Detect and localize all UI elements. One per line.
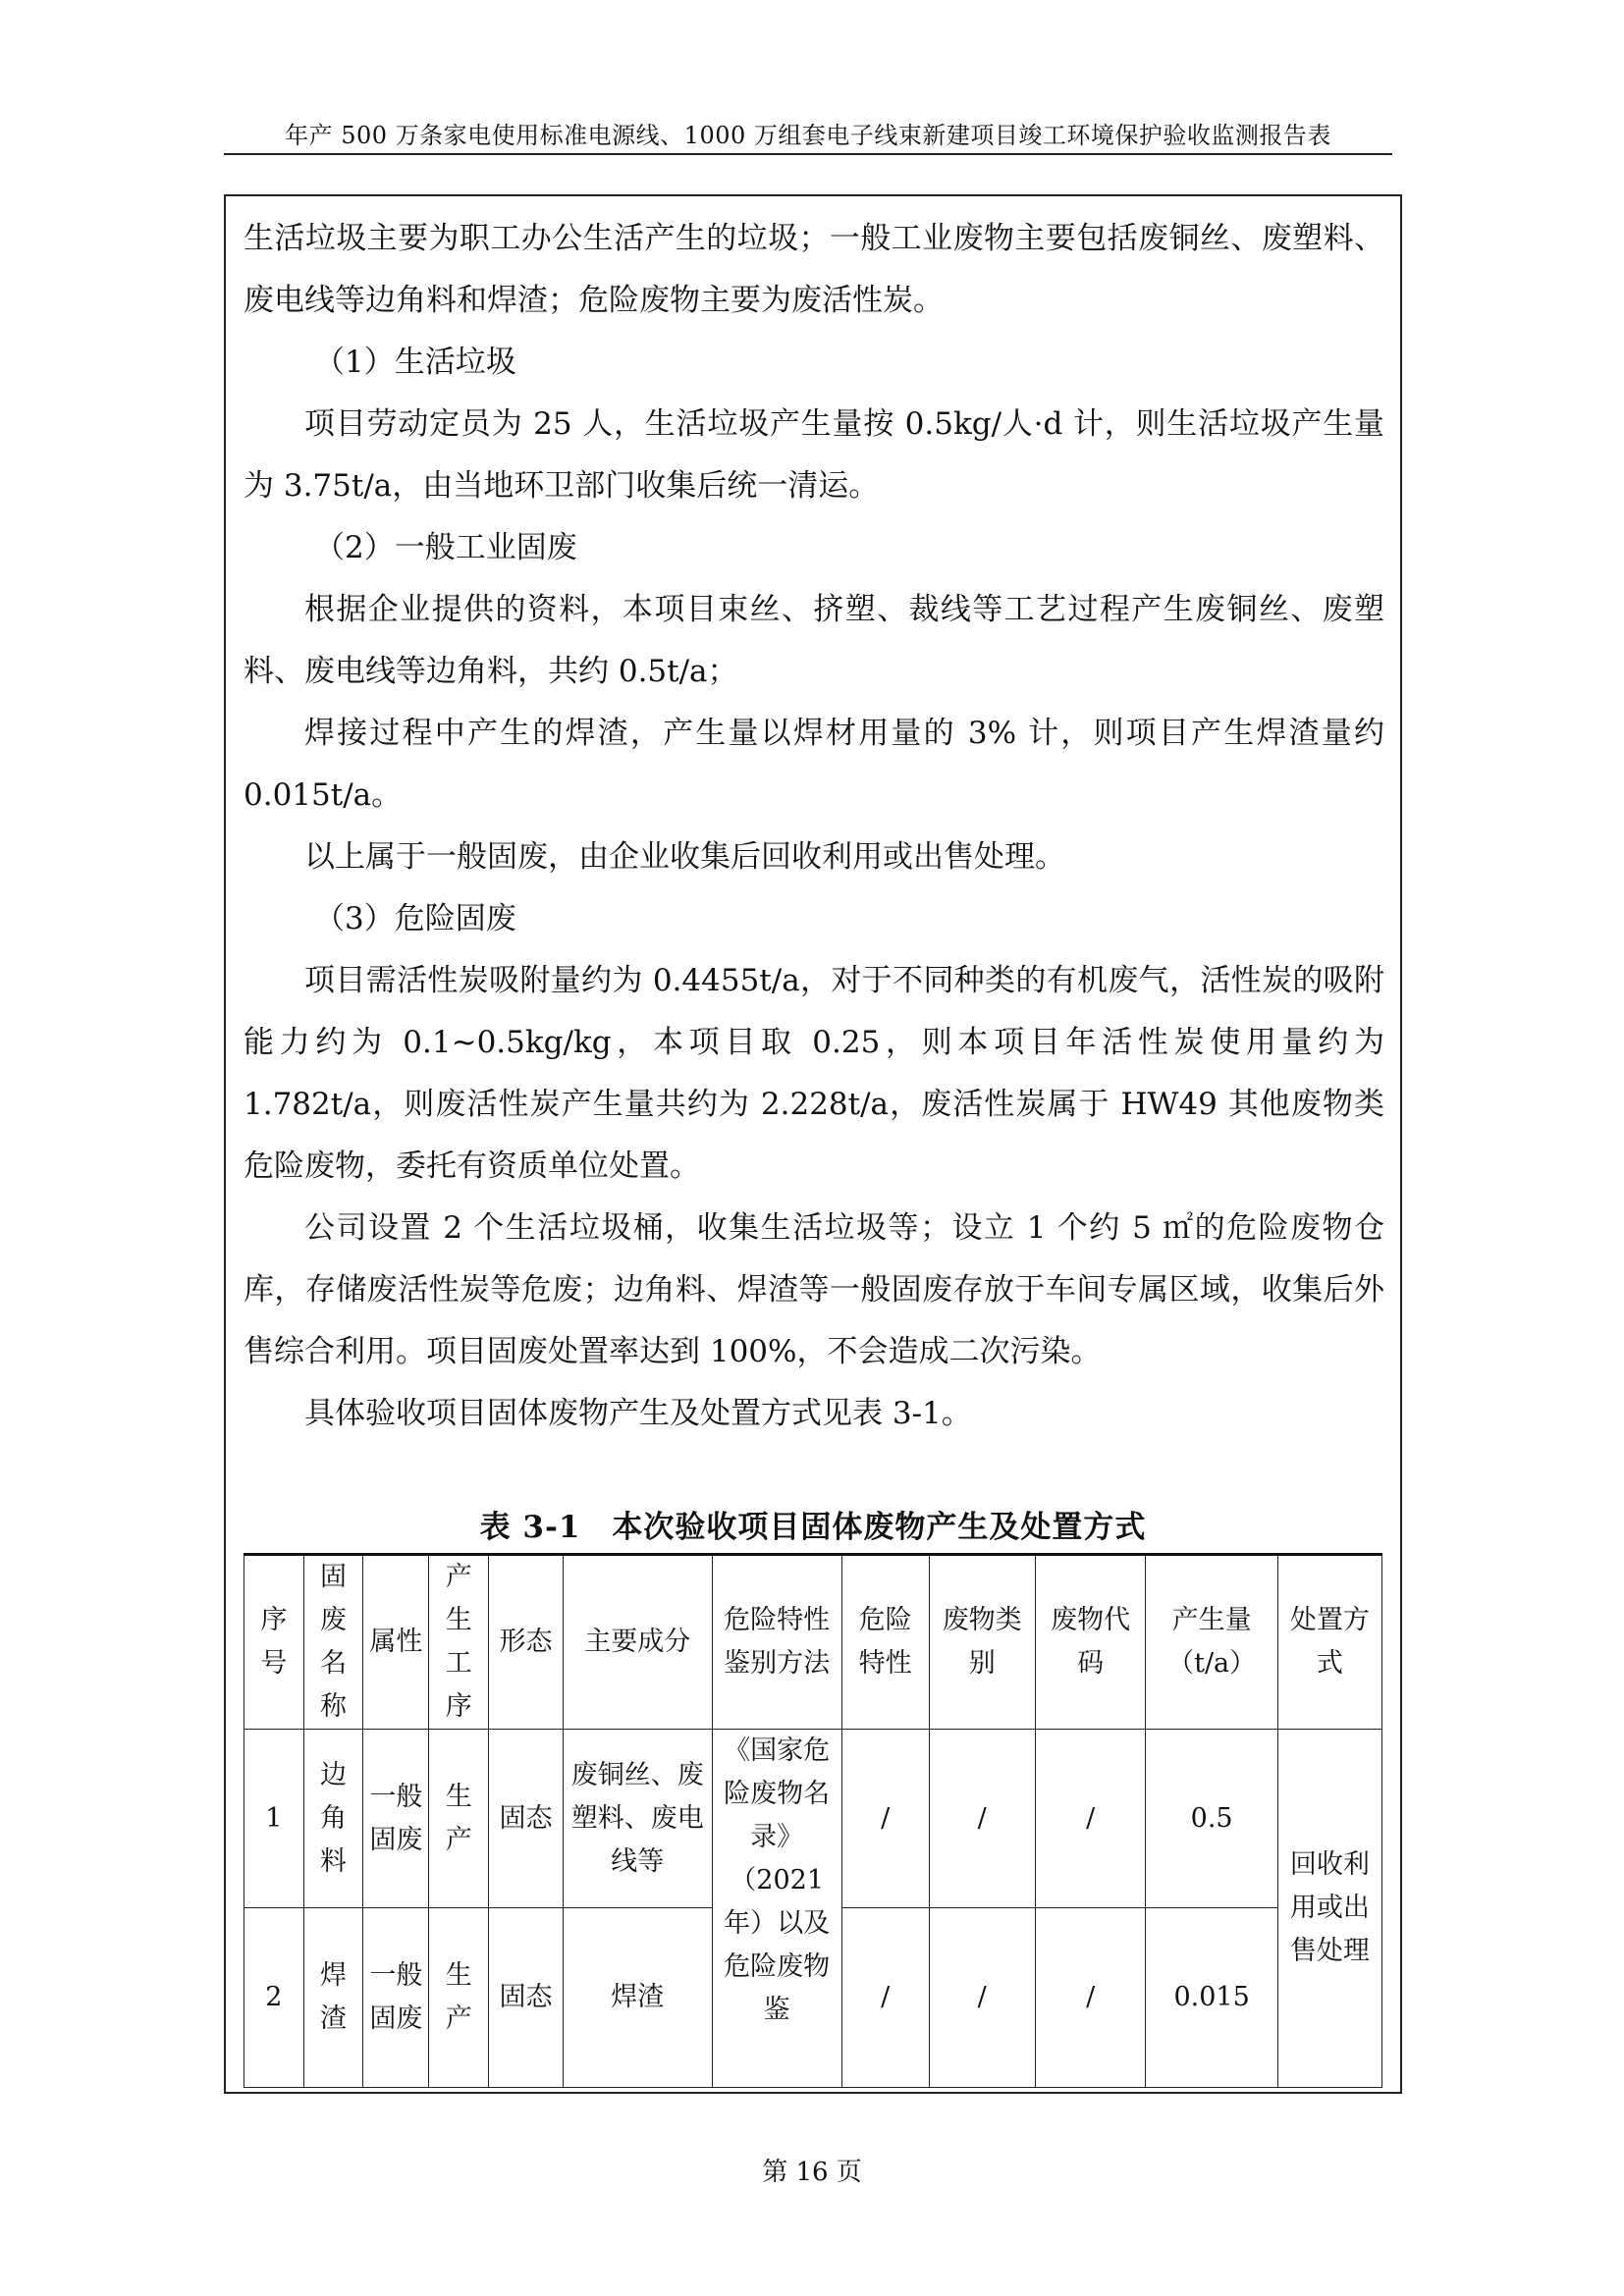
cell-serial: 1 <box>244 1730 304 1908</box>
cell-attribute: 一般固废 <box>363 1908 429 2088</box>
header-form: 形态 <box>489 1555 564 1730</box>
cell-waste-name: 边角料 <box>303 1730 363 1908</box>
header-process: 产生工序 <box>429 1555 489 1730</box>
cell-category: / <box>929 1730 1035 1908</box>
cell-form: 固态 <box>489 1730 564 1908</box>
cell-hazard: / <box>841 1730 929 1908</box>
header-identification-method: 危险特性鉴别方法 <box>712 1555 841 1730</box>
table-header-row <box>244 1555 1382 1730</box>
header-hazard: 危险特性 <box>841 1555 929 1730</box>
cell-serial: 2 <box>244 1908 304 2088</box>
header-category: 废物类别 <box>929 1555 1035 1730</box>
body-text <box>244 208 1384 1445</box>
paragraph-storage: 公司设置 2 个生活垃圾桶，收集生活垃圾等；设立 1 个约 5 ㎡的危险废物仓库，存储废活性炭等危废；边角料、焊渣等一般固废存放于车间专属区域，收集后外售综合利用。项目固废处置率达到 100%，不会造成二次污染。 <box>244 1210 1384 1369</box>
cell-amount: 0.5 <box>1146 1730 1277 1908</box>
heading-hazardous-waste: （3）危险固废 <box>314 901 516 936</box>
cell-composition: 焊渣 <box>563 1908 712 2088</box>
cell-amount: 0.015 <box>1146 1908 1277 2088</box>
cell-identification-method: 《国家危险废物名录》（2021年）以及危险废物鉴 <box>712 1730 841 2088</box>
header-rule <box>224 153 1392 155</box>
paragraph-general-summary: 以上属于一般固废，由企业收集后回收利用或出售处理。 <box>304 839 1065 875</box>
paragraph-table-reference: 具体验收项目固体废物产生及处置方式见表 3-1。 <box>304 1396 972 1431</box>
content-frame <box>224 194 1402 2094</box>
page-number: 第 16 页 <box>762 2158 862 2187</box>
cell-hazard: / <box>841 1908 929 2088</box>
paragraph-intro: 生活垃圾主要为职工办公生活产生的垃圾；一般工业废物主要包括废铜丝、废塑料、废电线等边角料和焊渣；危险废物主要为废活性炭。 <box>244 221 1384 318</box>
header-serial: 序号 <box>244 1555 304 1730</box>
cell-process: 生产 <box>429 1730 489 1908</box>
header-waste-name: 固废名称 <box>303 1555 363 1730</box>
paragraph-domestic-waste: 项目劳动定员为 25 人，生活垃圾产生量按 0.5kg/人·d 计，则生活垃圾产生量为 3.75t/a，由当地环卫部门收集后统一清运。 <box>244 406 1384 504</box>
table-caption: 表 3-1 本次验收项目固体废物产生及处置方式 <box>479 1510 1147 1545</box>
solid-waste-table <box>244 1553 1382 2088</box>
cell-composition: 废铜丝、废塑料、废电线等 <box>563 1730 712 1908</box>
table-row <box>244 1730 1382 1908</box>
header-composition: 主要成分 <box>563 1555 712 1730</box>
running-header-title: 年产 500 万条家电使用标准电源线、1000 万组套电子线束新建项目竣工环境保护验收监测报告表 <box>285 122 1331 149</box>
heading-general-waste: （2）一般工业固废 <box>314 530 577 565</box>
header-amount: 产生量（t/a） <box>1146 1555 1277 1730</box>
cell-disposal: 回收利用或出售处理 <box>1277 1730 1381 2088</box>
cell-attribute: 一般固废 <box>363 1730 429 1908</box>
cell-form: 固态 <box>489 1908 564 2088</box>
paragraph-activated-carbon: 项目需活性炭吸附量约为 0.4455t/a，对于不同种类的有机废气，活性炭的吸附能力约为 0.1~0.5kg/kg，本项目取 0.25，则本项目年活性炭使用量约为 1.782t/a，则废活性炭产生量共约为 2.228t/a，废活性炭属于 HW49 其他废物类危险废物，委托有资质单位处置。 <box>244 963 1384 1184</box>
paragraph-scrap: 根据企业提供的资料，本项目束丝、挤塑、裁线等工艺过程产生废铜丝、废塑料、废电线等边角料，共约 0.5t/a； <box>244 592 1384 689</box>
header-attribute: 属性 <box>363 1555 429 1730</box>
cell-category: / <box>929 1908 1035 2088</box>
paragraph-slag: 焊接过程中产生的焊渣，产生量以焊材用量的 3% 计，则项目产生焊渣量约 0.015t/a。 <box>244 716 1384 813</box>
cell-waste-name: 焊渣 <box>303 1908 363 2088</box>
cell-code: / <box>1035 1908 1146 2088</box>
cell-code: / <box>1035 1730 1146 1908</box>
header-code: 废物代码 <box>1035 1555 1146 1730</box>
heading-domestic-waste: （1）生活垃圾 <box>314 345 516 380</box>
cell-process: 生产 <box>429 1908 489 2088</box>
header-disposal: 处置方式 <box>1277 1555 1381 1730</box>
